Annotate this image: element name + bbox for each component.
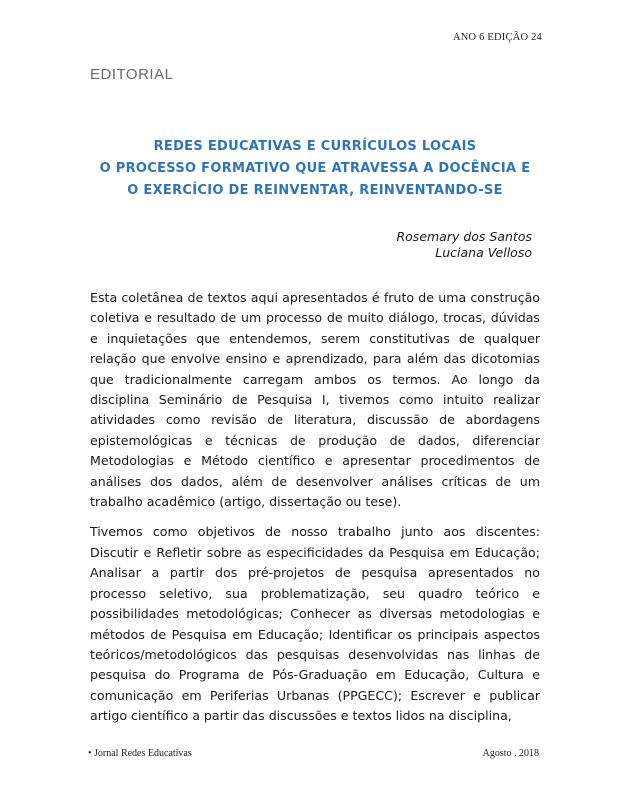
section-label: EDITORIAL: [90, 66, 174, 83]
edition-label: ANO 6 EDIÇÃO 24: [452, 32, 542, 43]
body-paragraph: Esta coletânea de textos aqui apresentados é fruto de uma construção coletiva e resultado de um processo de muito diálogo, trocas, dúvidas e inquietações que entendemos, serem constitutivas de qualquer relação que envolve ensino e aprendizado, para além das dicotomias que tradicionalmente carregam ambos os termos. Ao longo da disciplina Seminário de Pesquisa I, tivemos como intuito realizar atividades como revisão de literatura, discussão de abordagens epistemológicas e técnicas de produção de dados, diferenciar Metodologias e Método científico e apresentar procedimentos de análises dos dados, além de desenvolver análises críticas de um trabalho acadêmico (artigo, dissertação ou tese).: [90, 290, 540, 510]
authors: [396, 229, 532, 261]
article-title: [40, 136, 590, 202]
article-title-line-1: REDES EDUCATIVAS E CURRÍCULOS LOCAIS: [153, 139, 477, 154]
footer-journal-name: • Jornal Redes Educativas: [88, 748, 192, 759]
footer-date: Agosto . 2018: [482, 748, 539, 759]
article-title-line-2: O PROCESSO FORMATIVO QUE ATRAVESSA A DOCÊNCIA E: [99, 161, 531, 176]
article-body: [90, 288, 540, 737]
body-paragraph: Tivemos como objetivos de nosso trabalho junto aos discentes: Discutir e Refletir sobre as especificidades da Pesquisa em Educação; Analisar a partir dos pré-projetos de pesquisa apresentados no processo seletivo, sua problematização, seu quadro teórico e possibilidades metodológicas; Conhecer as diversas metodologias e métodos de Pesquisa em Educação; Identificar os principais aspectos teóricos/metodológicos das pesquisas desenvolvidas nas linhas de pesquisa do Programa de Pós-Graduação em Educação, Cultura e comunicação em Periferias Urbanas (PPGECC); Escrever e publicar artigo científico a partir das discussões e textos lidos na disciplina,: [90, 524, 540, 724]
author-name: Luciana Velloso: [435, 245, 532, 260]
author-name: Rosemary dos Santos: [396, 229, 532, 244]
article-title-line-3: O EXERCÍCIO DE REINVENTAR, REINVENTANDO-SE: [127, 183, 503, 198]
